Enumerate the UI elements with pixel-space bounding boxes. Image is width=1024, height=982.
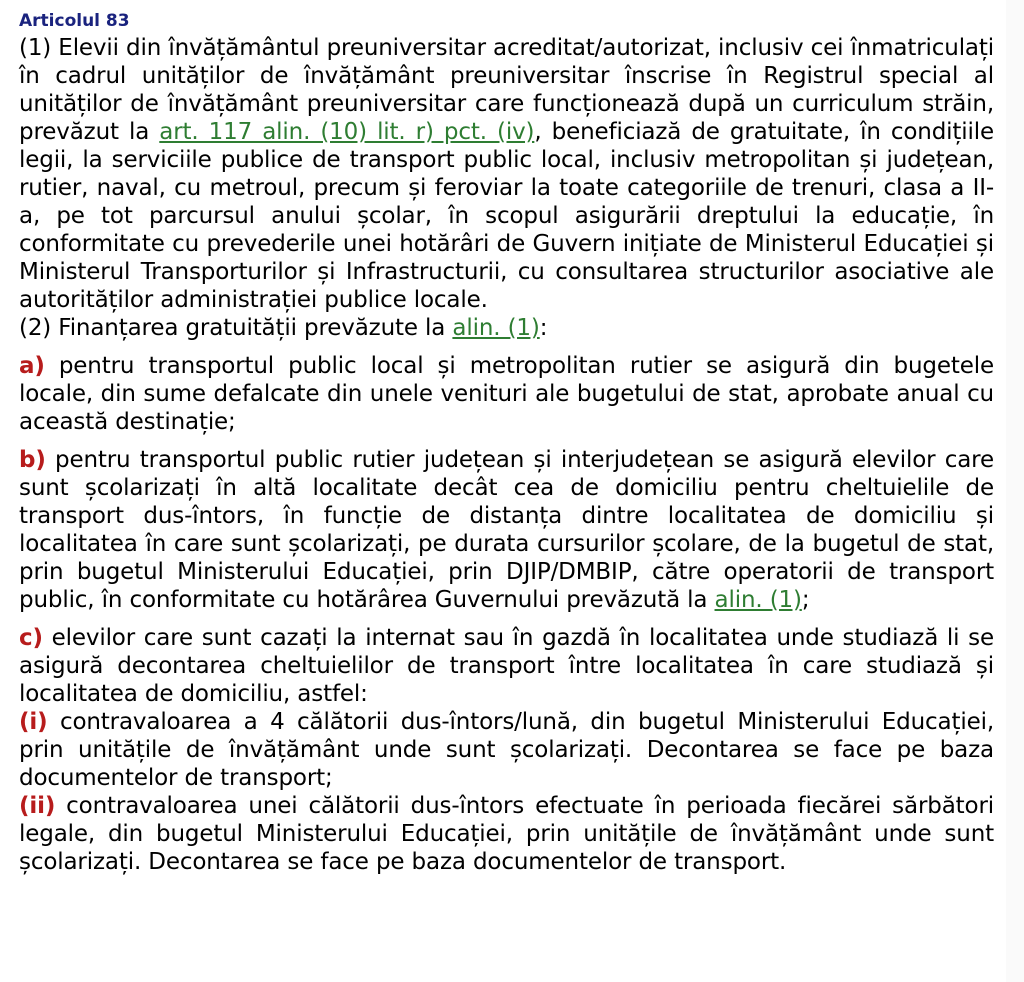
point-ii-label: (ii)	[19, 793, 56, 819]
paragraph-2-text-start: (2) Finanțarea gratuității prevăzute la	[19, 315, 453, 341]
letter-b-label: b)	[19, 447, 46, 473]
spacer	[19, 436, 994, 446]
point-i-text: contravaloarea a 4 călătorii dus-întors/lună, din bugetul Ministerului Educației, prin unitățile de învățământ unde sunt școlarizați. Decontarea se face pe baza documentelor de transport;	[19, 709, 994, 791]
paragraph-2	[19, 314, 994, 342]
letter-c-text: elevilor care sunt cazați la internat sau în gazdă în localitatea unde studiază li se asigură decontarea cheltuielilor de transport între localitatea în care studiază și localitatea de domiciliu, astfel:	[19, 625, 994, 707]
letter-a-label: a)	[19, 353, 45, 379]
reference-link-alin-1-b[interactable]: alin. (1)	[714, 587, 802, 613]
spacer	[19, 614, 994, 624]
paragraph-1-text-start: (1) Elevii din învățământul preuniversitar acreditat/autorizat, inclusiv cei înmatriculați în cadrul unităților de învățământ preuniversitar înscrise în Registrul special al unităților de învățământ preuniversitar care funcționează după un curriculum străin, prevăzut la	[19, 35, 994, 145]
letter-c-item	[19, 624, 994, 708]
article-title: Articolul 83	[19, 11, 130, 31]
reference-link-art-117[interactable]: art. 117 alin. (10) lit. r) pct. (iv)	[159, 119, 535, 145]
page-edge	[1006, 0, 1024, 982]
spacer	[19, 342, 994, 352]
reference-link-alin-1[interactable]: alin. (1)	[452, 315, 540, 341]
paragraph-1	[19, 34, 994, 314]
letter-c-label: c)	[19, 625, 43, 651]
letter-b-text: pentru transportul public rutier județean și interjudețean se asigură elevilor care sunt școlarizați în altă localitate decât cea de domiciliu pentru cheltuielile de transport dus-întors, în funcție de distanța dintre localitatea de domiciliu și localitatea în care sunt școlarizați, pe durata cursurilor școlare, de la bugetul de stat, prin bugetul Ministerului Educației, prin DJIP/DMBIP, către operatorii de transport public, în conformitate cu hotărârea Guvernului prevăzută la	[19, 447, 994, 613]
paragraph-2-text-end: :	[539, 315, 548, 341]
letter-b-item	[19, 446, 994, 614]
point-i-item	[19, 708, 994, 792]
letter-b-text-end: ;	[801, 587, 810, 613]
point-ii-text: contravaloarea unei călătorii dus-întors efectuate în perioada fiecărei sărbători legale, din bugetul Ministerului Educației, prin unitățile de învățământ unde sunt școlarizați. Decontarea se face pe baza documentelor de transport.	[19, 793, 994, 875]
letter-a-text: pentru transportul public local și metropolitan rutier se asigură din bugetele locale, din sume defalcate din unele venituri ale bugetului de stat, aprobate anual cu această destinație;	[19, 353, 994, 435]
paragraph-1-text-end: , beneficiază de gratuitate, în condițiile legii, la serviciile publice de transport public local, inclusiv metropolitan și județean, rutier, naval, cu metroul, precum și feroviar la toate categoriile de trenuri, clasa a II-a, pe tot parcursul anului școlar, în scopul asigurării dreptului la educație, în conformitate cu prevederile unei hotărâri de Guvern inițiate de Ministerul Educației și Ministerul Transporturilor și Infrastructurii, cu consultarea structurilor asociative ale autorităților administrației publice locale.	[19, 119, 994, 313]
point-i-label: (i)	[19, 709, 48, 735]
point-ii-item	[19, 792, 994, 876]
letter-a-item	[19, 352, 994, 436]
